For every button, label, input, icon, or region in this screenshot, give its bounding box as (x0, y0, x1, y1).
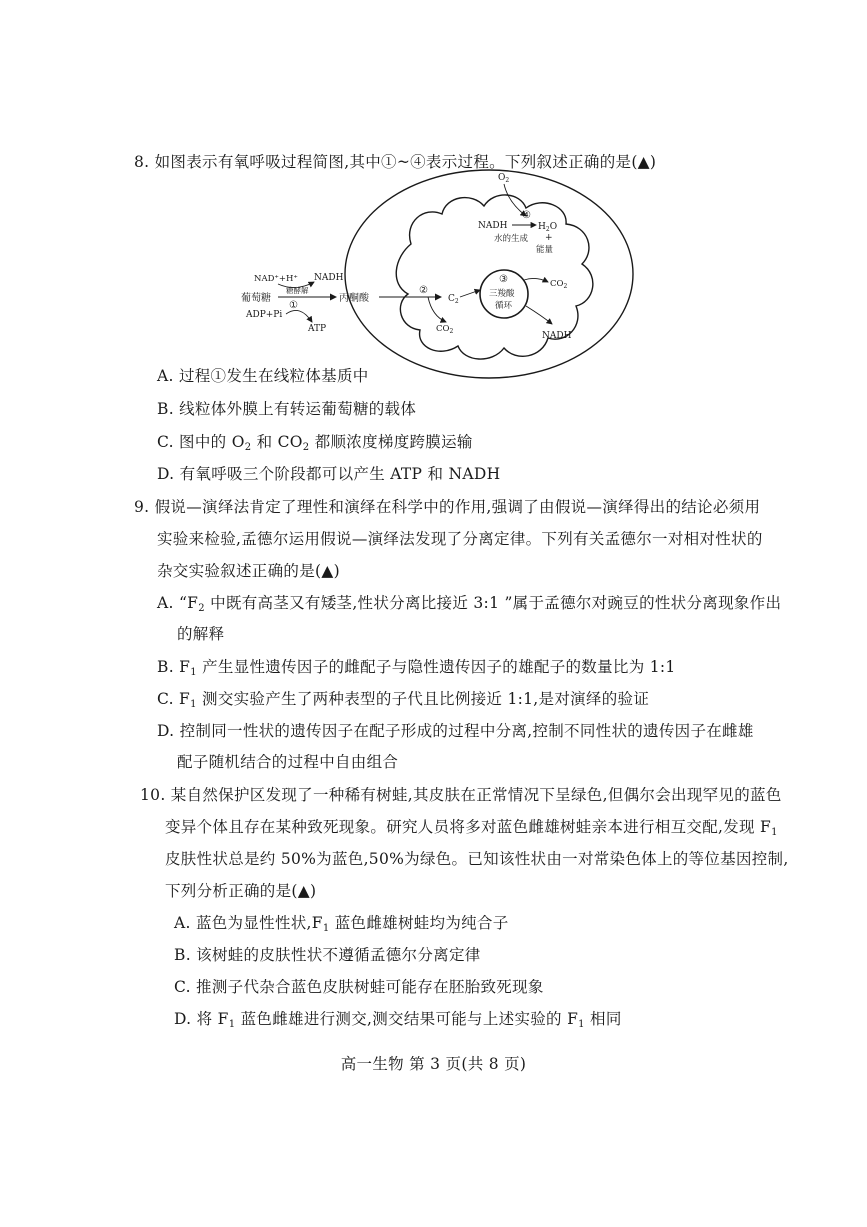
step-1-label: ① (289, 300, 298, 311)
question-9-option-d-cont: 配子随机结合的过程中自由组合 (177, 753, 399, 771)
question-8-option-d: D. 有氧呼吸三个阶段都可以产生 ATP 和 NADH (157, 465, 501, 483)
question-8-option-c: C. 图中的 $O_2$ 和 $CO_2$ 都顺浓度梯度跨膜运输 (157, 433, 473, 453)
water-generation-label: 水的生成 (494, 234, 529, 244)
nad-label: NAD⁺+H⁺ (254, 274, 298, 284)
question-9-stem-line-1: 9. 假说—演绎法肯定了理性和演绎在科学中的作用,强调了由假说—演绎得出的结论必须用 (134, 498, 761, 516)
pyruvate-label: 丙酮酸 (339, 293, 369, 304)
question-10-stem-line-3: 皮肤性状总是约 50%为蓝色,50%为绿色。已知该性状由一对常染色体上的等位基因控制, (165, 850, 789, 868)
aerobic-respiration-diagram (236, 166, 636, 380)
atp-label: ATP (308, 324, 327, 334)
question-9-option-d: D. 控制同一性状的遗传因子在配子形成的过程中分离,控制不同性状的遗传因子在雌雄 (157, 722, 754, 740)
question-8-option-a: A. 过程①发生在线粒体基质中 (157, 367, 369, 385)
question-9-option-c: C. $F_1$ 测交实验产生了两种表型的子代且比例接近 1:1,是对演绎的验证 (157, 690, 650, 710)
step-3-label: ③ (499, 274, 508, 285)
tca-label-2: 循环 (495, 301, 513, 311)
question-10-stem-line-2: 变异个体且存在某种致死现象。研究人员将多对蓝色雌雄树蛙亲本进行相互交配,发现 $F_1$ (165, 818, 778, 838)
question-10-option-a: A. 蓝色为显性性状$,F_1$ 蓝色雌雄树蛙均为纯合子 (174, 914, 509, 934)
nadh-top-label: NADH (314, 273, 344, 283)
nadh-bottom-label: NADH (542, 331, 572, 341)
question-8-stem: 8. 如图表示有氧呼吸过程简图,其中①~④表示过程。下列叙述正确的是(▲) (134, 153, 657, 171)
question-10-stem-line-4: 下列分析正确的是(▲) (165, 882, 317, 900)
question-9-stem-line-2: 实验来检验,孟德尔运用假说—演绎法发现了分离定律。下列有关孟德尔一对相对性状的 (157, 530, 763, 548)
co2-right-label: $CO_2$ (550, 279, 568, 290)
question-9-option-b: B. $F_1$ 产生显性遗传因子的雌配子与隐性遗传因子的雄配子的数量比为 1:1 (157, 658, 676, 678)
step-2-label: ② (419, 285, 428, 296)
c2-label: $C_2$ (448, 294, 459, 305)
plus-label: + (545, 233, 553, 243)
question-9-stem-line-3: 杂交实验叙述正确的是(▲) (157, 562, 340, 580)
h2o-label: $H_2O$ (538, 222, 558, 233)
energy-label: 能量 (536, 245, 554, 255)
enzyme-label: 糖酵解 (286, 286, 309, 295)
tca-label-1: 三羧酸 (489, 289, 515, 299)
glucose-label: 葡萄糖 (241, 293, 271, 304)
question-10-option-b: B. 该树蛙的皮肤性状不遵循孟德尔分离定律 (174, 946, 481, 964)
adp-label: ADP+Pi (246, 310, 283, 320)
question-9-option-a: A. “$F_2$ 中既有高茎又有矮茎,性状分离比接近 3:1 ”属于孟德尔对豌豆的性状分离现象作出 (157, 594, 782, 614)
co2-left-label: $CO_2$ (436, 324, 454, 335)
question-8-option-b: B. 线粒体外膜上有转运葡萄糖的载体 (157, 400, 417, 418)
o2-label: $O_2$ (498, 173, 510, 184)
question-9-option-a-cont: 的解释 (177, 625, 225, 643)
question-10-stem-line-1: 10. 某自然保护区发现了一种稀有树蛙,其皮肤在正常情况下呈绿色,但偶尔会出现罕见的蓝色 (140, 786, 782, 804)
question-10-option-c: C. 推测子代杂合蓝色皮肤树蛙可能存在胚胎致死现象 (174, 978, 544, 996)
nadh-mid-label: NADH (478, 221, 508, 231)
question-10-option-d: D. 将 $F_1$ 蓝色雌雄进行测交,测交结果可能与上述实验的 $F_1$ 相同 (174, 1010, 622, 1030)
page-footer: 高一生物 第 3 页(共 8 页) (340, 1055, 527, 1073)
step-4-label: ④ (522, 210, 531, 221)
